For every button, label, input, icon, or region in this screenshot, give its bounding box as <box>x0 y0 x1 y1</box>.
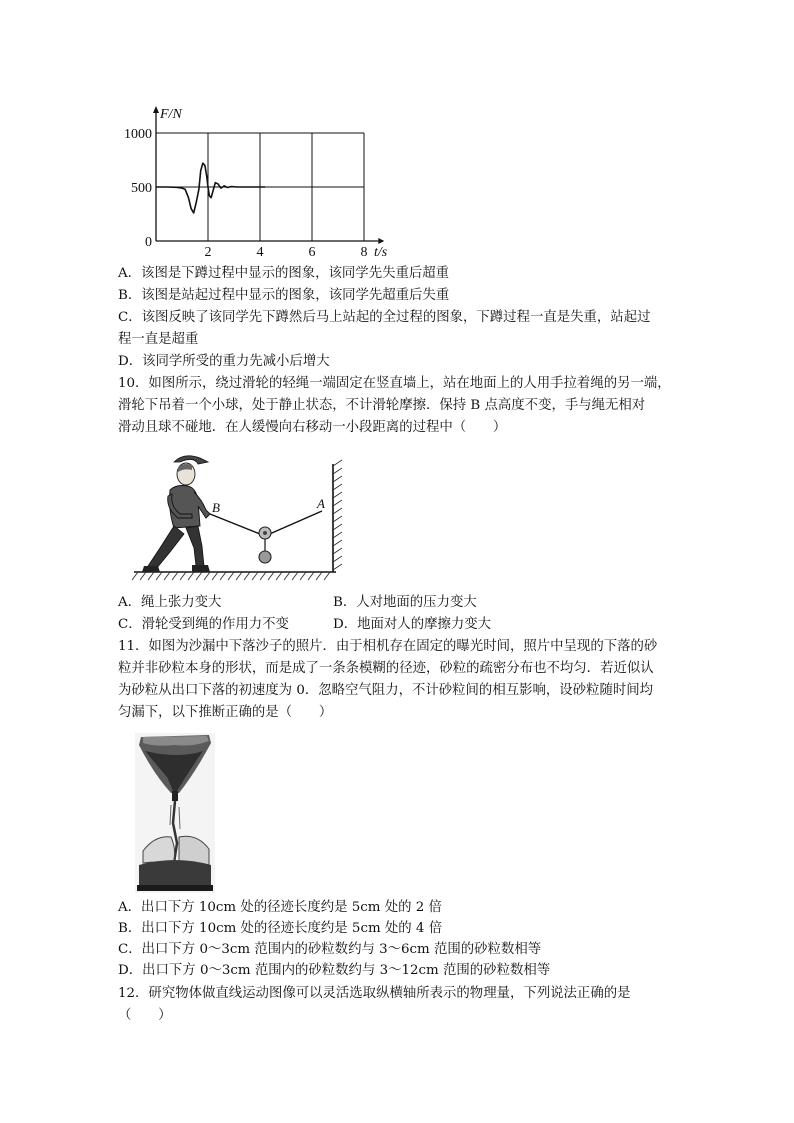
y-tick-label: 0 <box>145 235 152 250</box>
wall <box>333 460 342 572</box>
q9-option-d: D．该同学所受的重力先减小后增大 <box>118 354 330 369</box>
ground <box>132 572 336 580</box>
q12-stem-line-2: （ ） <box>118 1008 172 1023</box>
x-tick-label: 6 <box>308 245 316 260</box>
q11-option-c: C．出口下方 0～3cm 范围内的砂粒数约与 3～6cm 范围的砂粒数相等 <box>118 942 542 957</box>
q11-stem-line-1: 11．如图为沙漏中下落沙子的照片．由于相机存在固定的曝光时间，照片中呈现的下落的砂 <box>118 639 658 654</box>
y-tick-label: 500 <box>131 181 152 196</box>
q12-stem-line-1: 12．研究物体做直线运动图像可以灵活选取纵横轴所表示的物理量，下列说法正确的是 <box>118 986 631 1001</box>
force-series-line <box>156 163 265 213</box>
q9-option-b: B．该图是站起过程中显示的图象，该同学先超重后失重 <box>118 288 450 303</box>
q11-option-b: B．出口下方 10cm 处的径迹长度约是 5cm 处的 4 倍 <box>118 921 443 936</box>
x-tick-label: 4 <box>256 245 264 260</box>
q11-stem-line-4: 匀漏下，以下推断正确的是（ ） <box>118 705 333 720</box>
q10-option-d: D．地面对人的摩擦力变大 <box>333 617 492 632</box>
x-tick-label: 8 <box>360 245 368 260</box>
q11-option-a: A．出口下方 10cm 处的径迹长度约是 5cm 处的 2 倍 <box>118 900 442 915</box>
pulley <box>259 527 271 539</box>
label-b: B <box>212 500 220 515</box>
x-tick-label: 2 <box>204 245 212 260</box>
q10-option-c: C．滑轮受到绳的作用力不变 <box>118 617 289 632</box>
person-pulley-figure <box>130 448 352 586</box>
q10-stem-line-1: 10．如图所示，绕过滑轮的轻绳一端固定在竖直墙上，站在地面上的人用手拉着绳的另一端， <box>118 376 671 391</box>
person <box>142 456 210 572</box>
hourglass-photo <box>135 733 215 893</box>
force-time-chart <box>118 100 398 265</box>
y-axis-arrow <box>153 106 159 113</box>
q10-option-b: B．人对地面的压力变大 <box>333 595 477 610</box>
q11-stem-line-3: 为砂粒从出口下落的初速度为 0．忽略空气阻力，不计砂粒间的相互影响，设砂粒随时间均 <box>118 683 654 698</box>
label-a: A <box>317 496 325 511</box>
q9-option-c-cont: 程一直是超重 <box>118 332 199 347</box>
q10-stem-line-2: 滑轮下吊着一个小球，处于静止状态，不计滑轮摩擦．保持 B 点高度不变，手与绳无相对 <box>118 398 646 413</box>
q9-option-a: A．该图是下蹲过程中显示的图象，该同学先失重后超重 <box>118 266 450 281</box>
q10-option-a: A．绳上张力变大 <box>118 595 222 610</box>
y-tick-label: 1000 <box>124 127 152 142</box>
q10-stem-line-3: 滑动且球不碰地．在人缓慢向右移动一小段距离的过程中（ ） <box>118 420 507 435</box>
x-axis-label: t/s <box>374 245 388 260</box>
q11-stem-line-2: 粒并非砂粒本身的形状，而是成了一条条模糊的径迹，砂粒的疏密分布也不均匀．若近似认 <box>118 661 654 676</box>
ball <box>259 551 271 563</box>
q9-option-c: C．该图反映了该同学先下蹲然后马上站起的全过程的图象，下蹲过程一直是失重，站起过 <box>118 310 651 325</box>
x-axis-arrow <box>378 238 384 244</box>
q11-option-d: D．出口下方 0～3cm 范围内的砂粒数约与 3～12cm 范围的砂粒数相等 <box>118 963 551 978</box>
y-axis-label: F/N <box>160 107 182 122</box>
